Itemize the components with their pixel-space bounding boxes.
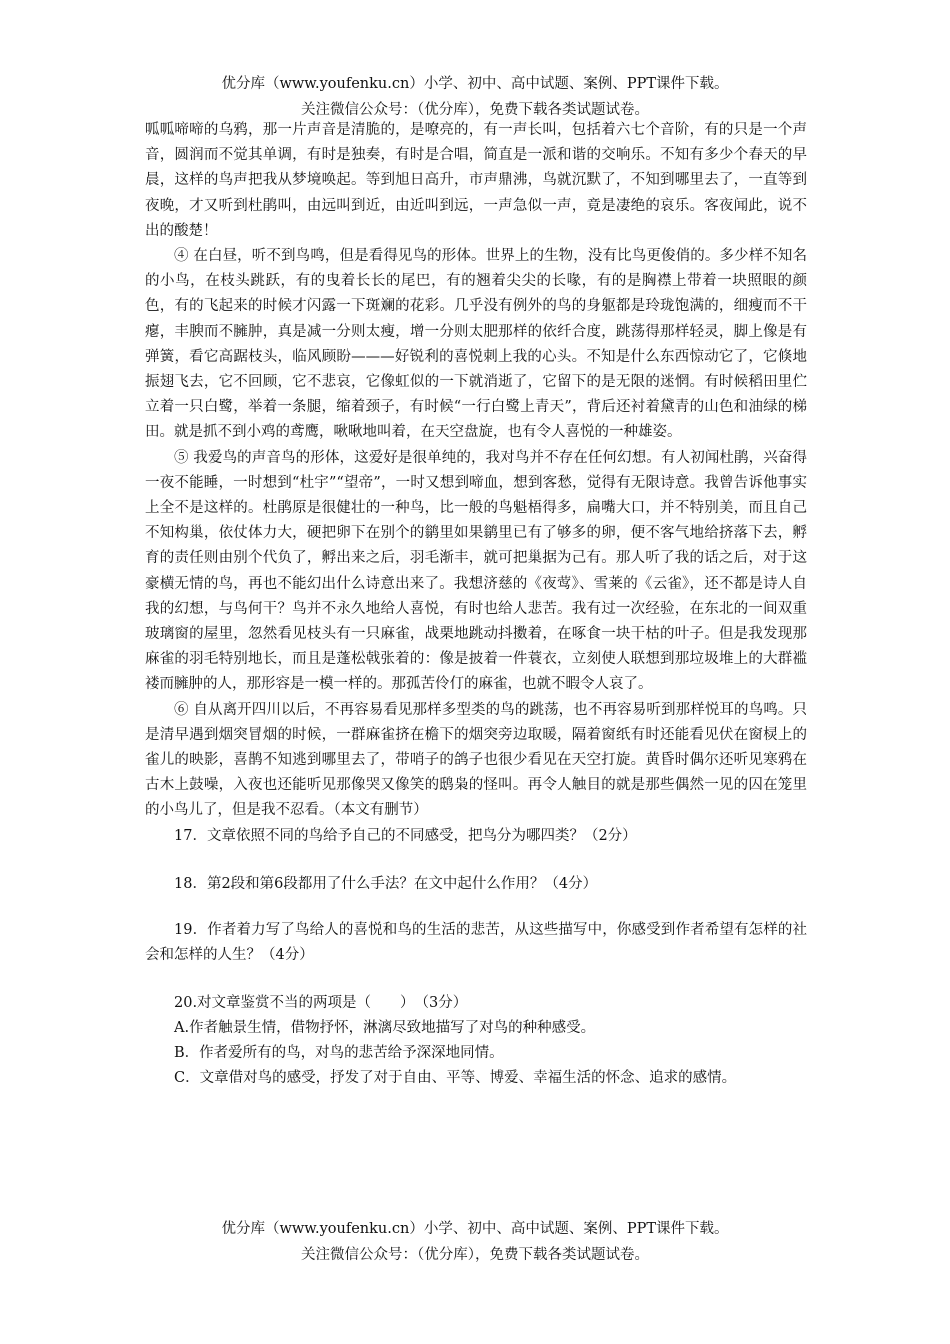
- option-b: B．作者爱所有的鸟，对鸟的悲苦给予深深地同情。: [174, 1044, 504, 1061]
- footer-line-1: 优分库（www.youfenku.cn）小学、初中、高中试题、案例、PPT课件下载。: [221, 1221, 729, 1237]
- paragraph-5: ⑤ 我爱鸟的声音鸟的形体，这爱好是很单纯的，我对鸟并不存在任何幻想。有人初闻杜鹃，兴奋得一夜不能睡，一时想到“杜宇”“望帝”，一时又想到啼血，想到客愁，觉得有无限诗意。我曾告诉他事实上全不是这样的。杜鹃原是很健壮的一种鸟，比一般的鸟魁梧得多，扁嘴大口，并不特别美，而且自己不知构巢，依仗体力大，硬把卵下在别个的鹟里如果鹟里已有了够多的卵，便不客气地给挤落下去，孵育的责任则由别个代负了，孵出来之后，羽毛渐丰，就可把巢据为己有。那人听了我的话之后，对于这豪横无情的鸟，再也不能幻出什么诗意出来了。我想济慈的《夜莺》、雪莱的《云雀》，还不都是诗人自我的幻想，与鸟何干？鸟并不永久地给人喜悦，有时也给人悲苦。我有过一次经验，在东北的一间双重玻璃窗的屋里，忽然看见枝头有一只麻雀，战栗地跳动抖擞着，在啄食一块干枯的叶子。但是我发现那麻雀的羽毛特别地长，而且是蓬松戟张着的：像是披着一件蓑衣，立刻使人联想到那垃圾堆上的大群褴褛而臃肿的人，那形容是一模一样的。那孤苦伶仃的麻雀，也就不暇令人哀了。: [145, 449, 807, 693]
- document-body: [145, 118, 807, 1091]
- header-line-2: 关注微信公众号：（优分库），免费下载各类试题试卷。: [301, 102, 649, 118]
- paragraph-4: ④ 在白昼，听不到鸟鸣，但是看得见鸟的形体。世界上的生物，没有比鸟更俊俏的。多少样不知名的小鸟，在枝头跳跃，有的曳着长长的尾巴，有的翘着尖尖的长喙，有的是胸襟上带着一块照眼的颜色，有的飞起来的时候才闪露一下斑斓的花彩。几乎没有例外的鸟的身躯都是玲珑饱满的，细瘦而不干瘪，丰腴而不臃肿，真是减一分则太瘦，增一分则太肥那样的依纤合度，跳荡得那样轻灵，脚上像是有弹簧，看它高踞枝头，临风顾盼———好锐利的喜悦刺上我的心头。不知是什么东西惊动它了，它倏地振翅飞去，它不回顾，它不悲哀，它像虹似的一下就消逝了，它留下的是无限的迷惘。有时候稻田里伫立着一只白鹭，举着一条腿，缩着颈子，有时候“一行白鹭上青天”，背后还衬着黛青的山色和油绿的梯田。就是抓不到小鸡的鸢鹰，啾啾地叫着，在天空盘旋，也有令人喜悦的一种雄姿。: [145, 248, 807, 441]
- paragraph-6: ⑥ 自从离开四川以后，不再容易看见那样多型类的鸟的跳荡，也不再容易听到那样悦耳的鸟鸣。只是清早遇到烟突冒烟的时候，一群麻雀挤在檐下的烟突旁边取暖，隔着窗纸有时还能看见伏在窗棂上的雀儿的映影，喜鹊不知逃到哪里去了，带哨子的鸽子也很少看见在天空打旋。黄昏时偶尔还听见寒鸦在古木上鼓噪，入夜也还能听见那像哭又像笑的鸱枭的怪叫。再令人触目的就是那些偶然一见的囚在笼里的小鸟儿了，但是我不忍看。（本文有删节）: [145, 701, 807, 819]
- question-17: 17．文章依照不同的鸟给予自己的不同感受，把鸟分为哪四类？（2分）: [174, 827, 637, 844]
- question-18: 18．第2段和第6段都用了什么手法？在文中起什么作用？（4分）: [174, 875, 598, 892]
- answer-space-17: [145, 849, 807, 872]
- question-19: 19．作者着力写了鸟给人的喜悦和鸟的生活的悲苦，从这些描写中，你感受到作者希望有怎样的社会和怎样的人生？（4分）: [145, 922, 807, 964]
- footer-line-2: 关注微信公众号：（优分库），免费下载各类试题试卷。: [301, 1247, 649, 1263]
- header-line-1: 优分库（www.youfenku.cn）小学、初中、高中试题、案例、PPT课件下载。: [221, 76, 729, 92]
- option-a: A.作者触景生情，借物抒怀，淋漓尽致地描写了对鸟的种种感受。: [174, 1019, 596, 1036]
- answer-space-19: [145, 969, 807, 991]
- paragraph-3-continued: 呱呱啼啼的乌鸦，那一片声音是清脆的，是嘹亮的，有一声长叫，包括着六七个音阶，有的只是一个声音，圆润而不觉其单调，有时是独奏，有时是合唱，简直是一派和谐的交响乐。不知有多少个春天的早晨，这样的鸟声把我从梦境唤起。等到旭日高升，市声鼎沸，鸟就沉默了，不知到哪里去了，一直等到夜晚，才又听到杜鹃叫，由远叫到近，由近叫到远，一声急似一声，竟是凄绝的哀乐。客夜闻此，说不出的酸楚！: [145, 122, 807, 239]
- answer-space-18: [145, 897, 807, 918]
- question-20: 20.对文章鉴赏不当的两项是（ ） （3分）: [174, 994, 468, 1011]
- option-c: C．文章借对鸟的感受，抒发了对于自由、平等、博爱、幸福生活的怀念、追求的感情。: [174, 1070, 737, 1087]
